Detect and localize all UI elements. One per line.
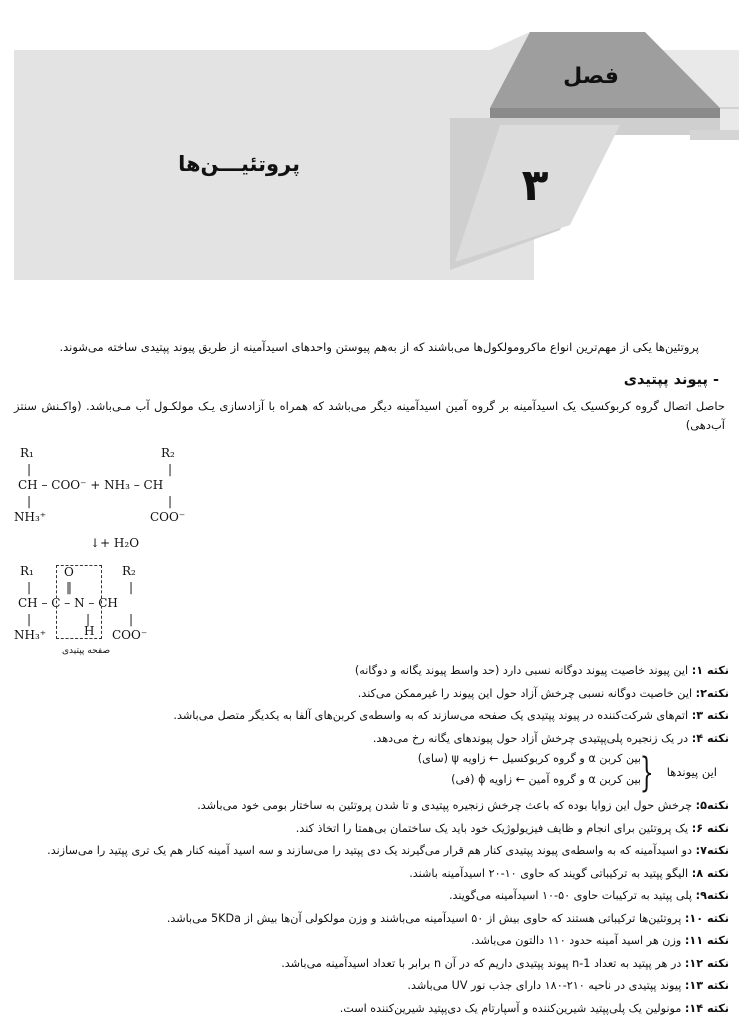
chapter-number: ۳ [521, 160, 549, 211]
chapter-banner-graphic [0, 0, 739, 320]
r2-label-bottom: R₂ [122, 564, 136, 578]
bonds-label: این پیوندها [666, 765, 717, 779]
note-item: نکته ۱۲: در هر پپتید به تعداد n-1 پیوند پپتیدی داریم که در آن n برابر با تعداد اسیدآمینه می‌باشد. [281, 956, 729, 970]
r1-label-bottom: R₁ [20, 564, 34, 578]
chapter-label: فصل [563, 64, 619, 89]
r2-label-top: R₂ [161, 446, 175, 460]
nh3-label-bottom: NH₃⁺ [14, 628, 47, 642]
bond-line: | [27, 494, 32, 508]
nh3-label-top: NH₃⁺ [14, 510, 47, 524]
product-line: CH – C – N – CH [18, 596, 118, 610]
peptide-plane-label: صفحه پپتیدی [62, 646, 111, 656]
section-title: - پیوند پپتیدی [623, 372, 719, 388]
bond-angles-group [317, 752, 717, 798]
bond-line: | [129, 612, 134, 626]
note-item: نکته ۱۱: وزن هر اسید آمینه حدود ۱۱۰ دالتون می‌باشد. [471, 934, 729, 947]
section-paragraph: حاصل اتصال گروه کربوکسیک یک اسیدآمینه بر گروه آمین اسیدآمینه دیگر می‌باشد که همراه با آزادسازی یـک مولکـول آب مـی‌باشد. (واکـنش سنتز آب‌دهی) [14, 399, 725, 432]
water-release: ↓+ H₂O [90, 536, 140, 550]
chapter-title: پروتئیـــن‌ها [178, 152, 300, 176]
hydrogen-label: H [84, 624, 95, 638]
note-item: نکته۵: چرخش حول این زوایا بوده که باعث چرخش زنجیره پپتیدی و تا شدن پروتئین به ساختار بومی خود می‌باشد. [197, 799, 729, 812]
psi-angle-line: بین کربن α و گروه کربوکسیل ← زاویه ψ (سای) [417, 752, 641, 765]
bond-line: | [27, 462, 32, 476]
chapter-header [0, 0, 739, 320]
note-item: نکته ۸: الیگو پپتید به ترکیباتی گویند که حاوی ۱۰-۲۰ اسیدآمینه باشند. [409, 866, 729, 880]
bond-line: ‖ [66, 580, 72, 594]
bond-line: | [27, 612, 32, 626]
bond-line: | [129, 580, 134, 594]
note-item: نکته ۶: یک پروتئین برای انجام و ظایف فیزیولوژیک خود باید یک ساختمان بی‌همتا را اتخاذ کند. [295, 821, 729, 835]
note-item: نکته ۱۴: مونولین یک پلی‌پپتید شیرین‌کننده و آسپارتام یک دی‌پپتید شیرین‌کننده است. [339, 1001, 729, 1015]
note-item: نکته۲: این خاصیت دوگانه نسبی چرخش آزاد حول این پیوند را غیرممکن می‌کند. [357, 686, 729, 700]
bond-line: | [168, 462, 173, 476]
notes-list-1 [14, 660, 729, 750]
phi-angle-line: بین کربن α و گروه آمین ← زاویه ϕ (فی) [451, 773, 641, 786]
note-item: نکته ۳: اتم‌های شرکت‌کننده در پیوند پپتیدی یک صفحه می‌سازند که به واسطه‌ی کربن‌های آلفا به یکدیگر متصل می‌باشد. [173, 709, 729, 722]
coo-label-bottom: COO⁻ [112, 628, 148, 642]
peptide-plane-box [56, 565, 102, 639]
bond-line: | [27, 580, 32, 594]
reactant-line: CH – COO⁻ + NH₃ – CH [18, 478, 164, 492]
intro-paragraph: پروتئین‌ها یکی از مهم‌ترین انواع ماکرومولکول‌ها می‌باشند که از به‌هم پیوستن واحدهای اسیدآمینه از طریق پیوند پپتیدی ساخته می‌شوند. [59, 340, 699, 354]
note-item: نکته۷: دو اسیدآمینه که به واسطه‌ی پیوند پپتیدی کنار هم قرار می‌گیرند یک دی پپتید را می‌سازند و سه اسید آمینه کنار هم یک تری پپتید را می‌سازند. [47, 844, 729, 857]
note-item: نکته ۱: این پیوند خاصیت پیوند دوگانه نسبی دارد (حد واسط پیوند یگانه و دوگانه) [354, 664, 729, 677]
bond-line: | [86, 612, 91, 626]
note-item: نکته ۱۰: پروتئین‌ها ترکیباتی هستند که حاوی بیش از ۵۰ اسیدآمینه می‌باشند و وزن مولکولی آن‌ها بیش از 5KDa می‌باشد. [166, 911, 729, 925]
brace-icon: { [639, 750, 654, 796]
note-item: نکته ۱۳: پیوند پپتیدی در ناحیه ۲۱۰-۱۸۰ دارای جذب نور UV می‌باشد. [407, 979, 729, 992]
coo-label-top: COO⁻ [150, 510, 186, 524]
bond-line: | [168, 494, 173, 508]
note-item: نکته ۴: در یک زنجیره پلی‌پپتیدی چرخش آزاد حول پیوندهای یگانه رخ می‌دهد. [372, 731, 729, 745]
note-item: نکته۹: پلی پپتید به ترکیبات حاوی ۵۰-۱۰ اسیدآمینه می‌گویند. [448, 889, 729, 902]
notes-list-2 [14, 795, 729, 1020]
oxygen-label: O [64, 565, 74, 579]
r1-label-top: R₁ [20, 446, 34, 460]
